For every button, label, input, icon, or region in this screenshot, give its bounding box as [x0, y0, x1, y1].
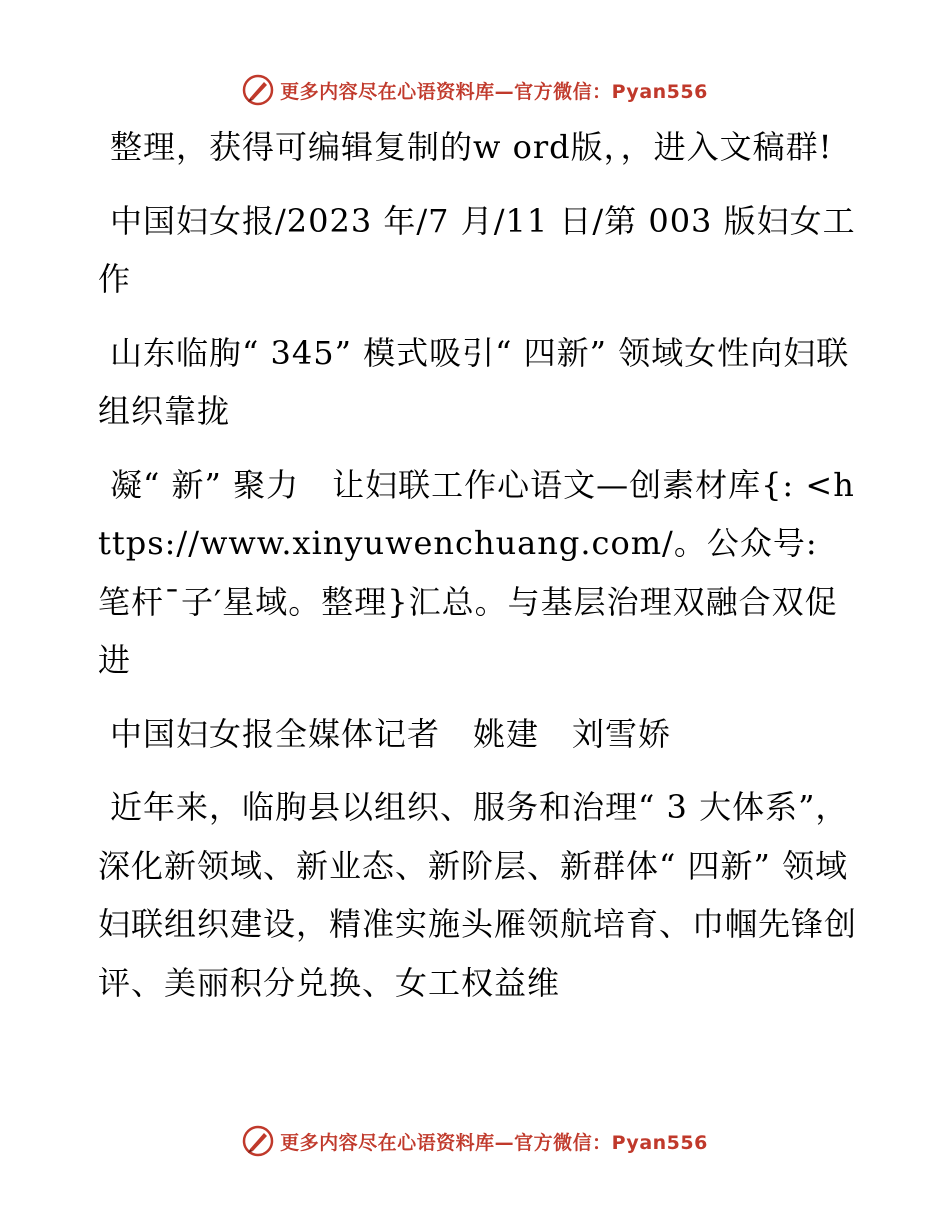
document-body	[98, 118, 858, 1027]
watermark-text: 更多内容尽在心语资料库—官方微信：Pyan556	[280, 1131, 708, 1154]
paragraph-intro: 整理，获得可编辑复制的w ord版，，进入文稿群!	[110, 128, 833, 166]
paragraph-byline: 中国妇女报全媒体记者 姚建 刘雪娇	[110, 714, 672, 753]
footer-watermark-banner	[0, 1121, 950, 1161]
watermark-text: 更多内容尽在心语资料库—官方微信：Pyan556	[280, 80, 708, 103]
quill-pen-logo-icon	[242, 74, 274, 106]
header-watermark-banner	[0, 70, 950, 110]
paragraph-subheadline: 凝“ 新” 聚力 让妇联工作心语文—创素材库{: <https://www.xinyuwenchuang.com/。公众号: 笔杆¯子′星域。整理}汇总。与基层治理双融合双促进	[98, 465, 855, 679]
quill-pen-logo-icon	[242, 1125, 274, 1157]
paragraph-headline: 山东临朐“ 345” 模式吸引“ 四新” 领域女性向妇联组织靠拢	[98, 333, 850, 430]
paragraph-body: 近年来，临朐县以组织、服务和治理“ 3 大体系”，深化新领域、新业态、新阶层、新群体“ 四新” 领域妇联组织建设，精准实施头雁领航培育、巾帼先锋创评、美丽积分兑换、女工权益维	[98, 788, 858, 1002]
paragraph-source: 中国妇女报/2023 年/7 月/11 日/第 003 版妇女工作	[98, 201, 856, 298]
